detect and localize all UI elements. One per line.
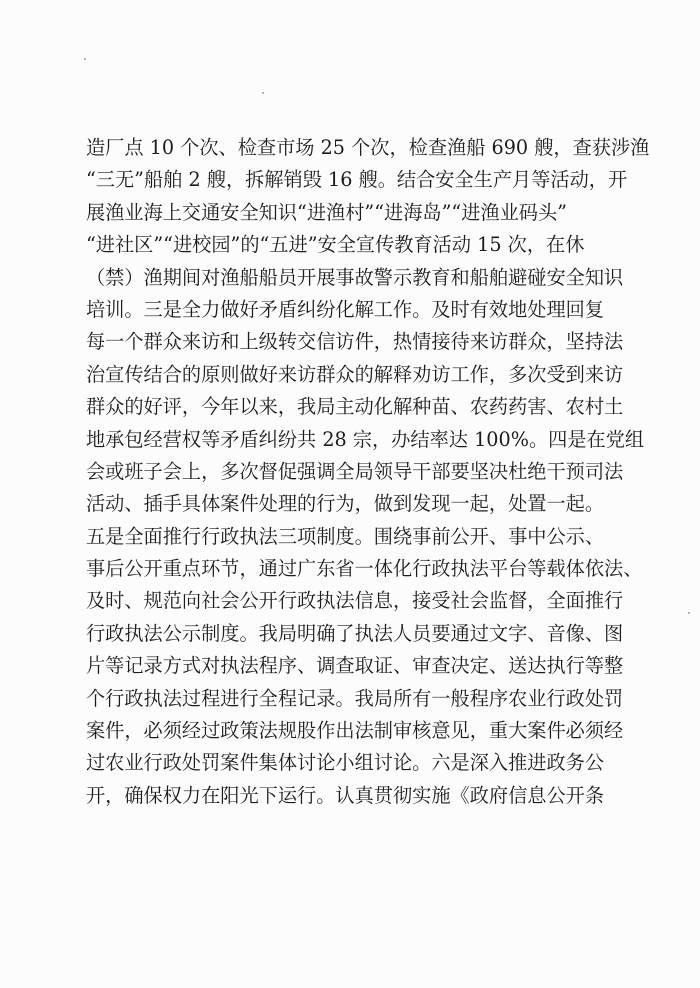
text-line: （禁）渔期间对渔船船员开展事故警示教育和船舶避碰安全知识: [86, 265, 624, 289]
text-line: “三无”船舶 2 艘，拆解销毁 16 艘。结合安全生产月等活动，开: [86, 168, 628, 192]
scan-speck: [688, 612, 690, 614]
text-line: 片等记录方式对执法程序、调查取证、审查决定、送达执行等整: [86, 654, 624, 678]
text-line: 个行政执法过程进行全程记录。我局所有一般程序农业行政处罚: [86, 686, 624, 710]
text-line: 开，确保权力在阳光下运行。认真贯彻实施《政府信息公开条: [86, 783, 605, 807]
body-text: [86, 132, 650, 812]
text-line: 展渔业海上交通安全知识“进渔村”“进海岛”“进渔业码头”: [86, 200, 567, 224]
text-line: 会或班子会上，多次督促强调全局领导干部要坚决杜绝干预司法: [86, 459, 624, 483]
scan-speck: [262, 92, 264, 94]
scan-speck: [84, 58, 86, 60]
text-line: 五是全面推行行政执法三项制度。围绕事前公开、事中公示、: [86, 524, 605, 548]
text-line: 群众的好评，今年以来，我局主动化解种苗、农药药害、农村土: [86, 395, 624, 419]
text-line: 活动、插手具体案件处理的行为，做到发现一起，处置一起。: [86, 492, 605, 516]
text-line: 治宣传结合的原则做好来访群众的解释劝访工作，多次受到来访: [86, 362, 624, 386]
text-line: 行政执法公示制度。我局明确了执法人员要通过文字、音像、图: [86, 621, 624, 645]
text-line: 培训。三是全力做好矛盾纠纷化解工作。及时有效地处理回复: [86, 297, 605, 321]
text-line: 造厂点 10 个次、检查市场 25 个次，检查渔船 690 艘，查获涉渔: [86, 136, 650, 159]
text-line: 及时、规范向社会公开行政执法信息，接受社会监督，全面推行: [86, 589, 624, 613]
text-line: “进社区”“进校园”的“五进”安全宣传教育活动 15 次，在休: [86, 233, 585, 257]
text-line: 每一个群众来访和上级转交信访件，热情接待来访群众，坚持法: [86, 330, 624, 354]
text-line: 过农业行政处罚案件集体讨论小组讨论。六是深入推进政务公: [86, 751, 605, 775]
text-line: 案件，必须经过政策法规股作出法制审核意见，重大案件必须经: [86, 719, 624, 743]
text-line: 事后公开重点环节，通过广东省一体化行政执法平台等载体依法、: [86, 557, 643, 581]
text-line: 地承包经营权等矛盾纠纷共 28 宗，办结率达 100%。四是在党组: [86, 427, 645, 451]
